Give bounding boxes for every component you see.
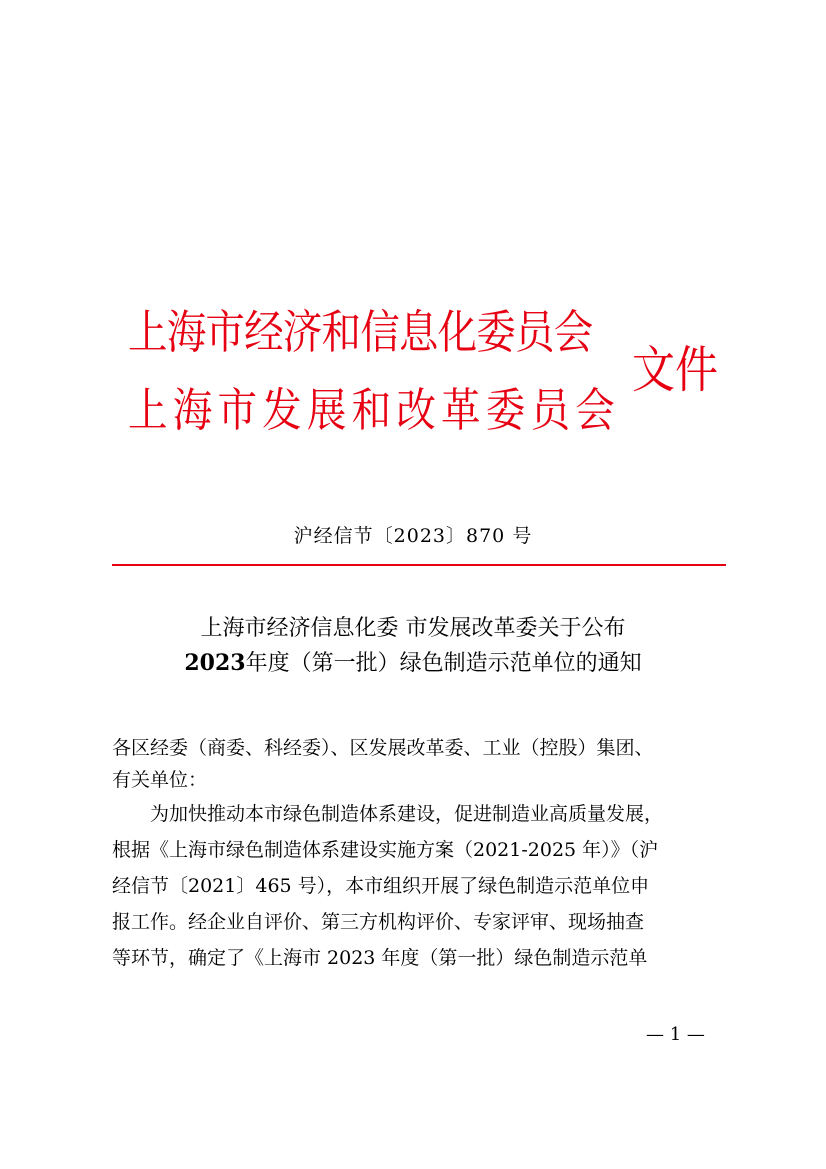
- page-number: — 1 —: [646, 1024, 705, 1045]
- document-number: 沪经信节〔2023〕870 号: [293, 525, 533, 547]
- body-line: 有关单位：: [112, 769, 208, 791]
- body-line: 报工作。经企业自评价、第三方机构评价、专家评审、现场抽查: [112, 911, 645, 933]
- body-line: 等环节，确定了《上海市 2023 年度（第一批）绿色制造示范单: [112, 947, 648, 969]
- notice-title-line-2: [0, 648, 826, 679]
- issuer-line-1: 上海市经济和信息化委员会: [128, 305, 593, 359]
- body-line: 根据《上海市绿色制造体系建设实施方案（2021-2025 年）》（沪: [112, 839, 659, 861]
- issuer-line-2: 上海市发展和改革委员会: [128, 383, 620, 437]
- body-line: 为加快推动本市绿色制造体系建设，促进制造业高质量发展，: [150, 803, 664, 825]
- document-suffix: 文件: [632, 341, 718, 399]
- title-line-2-text: 年度（第一批）绿色制造示范单位的通知: [245, 651, 642, 676]
- red-divider: [112, 564, 726, 566]
- title-year: 2023: [184, 650, 246, 676]
- notice-title-line-1: 上海市经济信息化委 市发展改革委关于公布: [200, 616, 626, 641]
- body-line: 各区经委（商委、科经委）、区发展改革委、工业（控股）集团、: [112, 737, 654, 759]
- body-line: 经信节〔2021〕465 号），本市组织开展了绿色制造示范单位申: [112, 875, 650, 897]
